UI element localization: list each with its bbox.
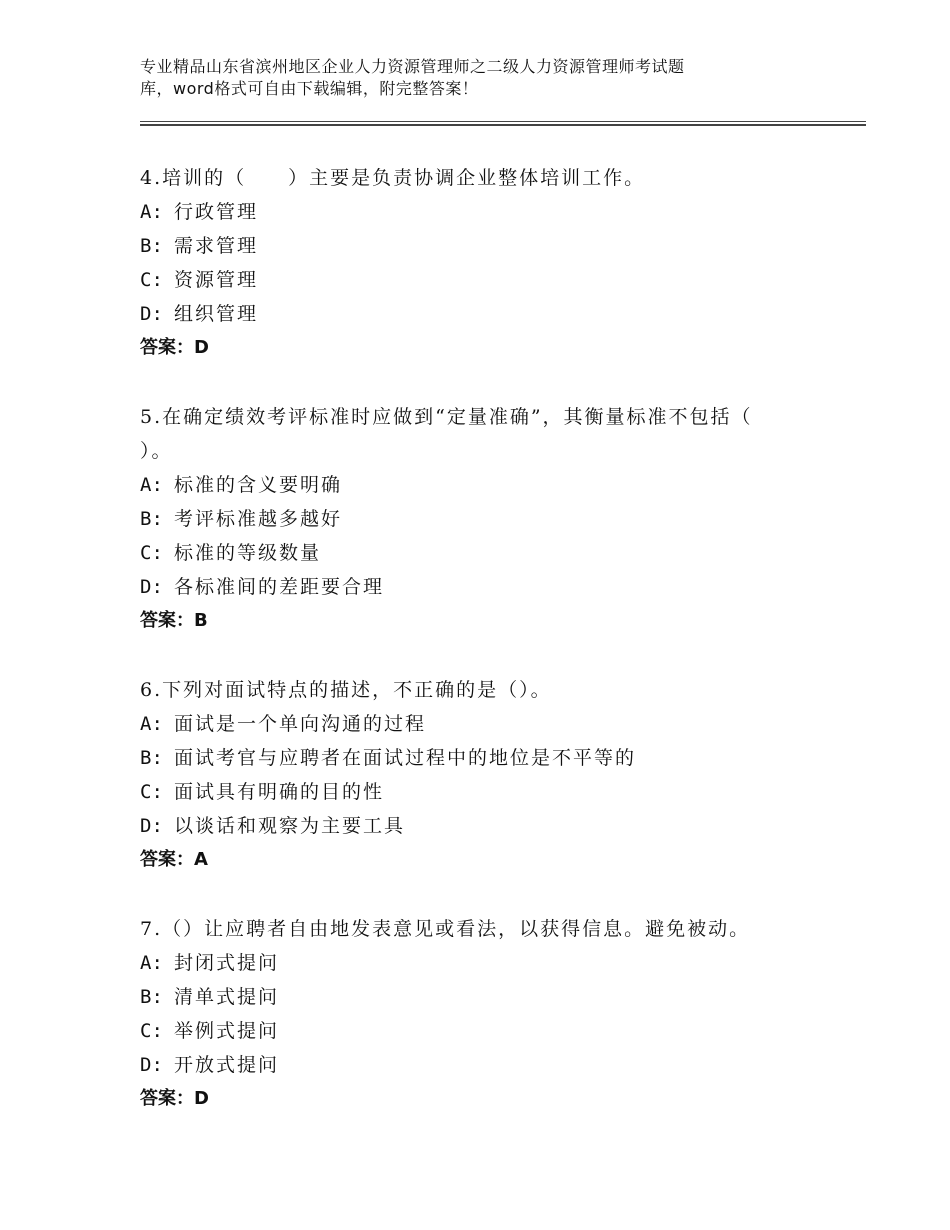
option-d (140, 1048, 830, 1082)
option-letter: A: (140, 474, 163, 496)
option-d (140, 570, 830, 604)
option-letter: D: (140, 303, 163, 325)
question-5 (140, 400, 830, 638)
option-letter: B: (140, 747, 163, 769)
option-letter: B: (140, 986, 163, 1008)
document-header (140, 56, 800, 100)
question-stem-line-2: ）。 (140, 440, 173, 462)
option-letter: A: (140, 713, 163, 735)
question-stem: 7.（）让应聘者自由地发表意见或看法，以获得信息。避免被动。 (140, 918, 751, 940)
option-text: 以谈话和观察为主要工具 (174, 815, 406, 837)
option-text: 各标准间的差距要合理 (174, 576, 385, 598)
option-b (140, 502, 830, 536)
option-letter: B: (140, 508, 163, 530)
option-a (140, 707, 830, 741)
option-letter: D: (140, 815, 163, 837)
header-divider-top (140, 121, 866, 122)
option-a (140, 946, 830, 980)
option-text: 标准的含义要明确 (174, 474, 343, 496)
option-text: 开放式提问 (174, 1054, 280, 1076)
answer-line: 答案：B (140, 610, 208, 631)
option-text: 资源管理 (174, 269, 259, 291)
option-letter: D: (140, 576, 163, 598)
option-text: 面试是一个单向沟通的过程 (174, 713, 427, 735)
option-letter: A: (140, 201, 163, 223)
option-b (140, 741, 830, 775)
header-line-1: 专业精品山东省滨州地区企业人力资源管理师之二级人力资源管理师考试题 (140, 57, 685, 76)
question-stem: 6.下列对面试特点的描述，不正确的是（）。 (140, 679, 552, 701)
option-a (140, 195, 830, 229)
option-text: 封闭式提问 (174, 952, 280, 974)
question-6 (140, 673, 830, 877)
answer-line: 答案：A (140, 849, 208, 870)
option-b (140, 229, 830, 263)
option-letter: D: (140, 1054, 163, 1076)
option-text: 行政管理 (174, 201, 259, 223)
question-4 (140, 161, 830, 365)
header-divider-bottom (140, 124, 866, 126)
option-a (140, 468, 830, 502)
option-letter: C: (140, 781, 163, 803)
question-7 (140, 912, 830, 1116)
answer-line: 答案：D (140, 337, 209, 358)
option-letter: A: (140, 952, 163, 974)
option-letter: C: (140, 542, 163, 564)
option-text: 举例式提问 (174, 1020, 280, 1042)
option-d (140, 297, 830, 331)
option-text: 面试考官与应聘者在面试过程中的地位是不平等的 (174, 747, 637, 769)
option-text: 组织管理 (174, 303, 259, 325)
option-c (140, 1014, 830, 1048)
option-letter: C: (140, 269, 163, 291)
header-line-2: 库，word格式可自由下载编辑，附完整答案！ (140, 79, 479, 98)
option-text: 需求管理 (174, 235, 259, 257)
option-d (140, 809, 830, 843)
option-c (140, 775, 830, 809)
question-stem: 4.培训的（ ）主要是负责协调企业整体培训工作。 (140, 167, 646, 189)
option-text: 考评标准越多越好 (174, 508, 343, 530)
option-b (140, 980, 830, 1014)
option-letter: B: (140, 235, 163, 257)
option-text: 面试具有明确的目的性 (174, 781, 385, 803)
option-c (140, 263, 830, 297)
option-text: 标准的等级数量 (174, 542, 322, 564)
answer-line: 答案：D (140, 1088, 209, 1109)
option-text: 清单式提问 (174, 986, 280, 1008)
question-stem-line-1: 5.在确定绩效考评标准时应做到“定量准确”，其衡量标准不包括（ (140, 406, 753, 428)
option-c (140, 536, 830, 570)
option-letter: C: (140, 1020, 163, 1042)
